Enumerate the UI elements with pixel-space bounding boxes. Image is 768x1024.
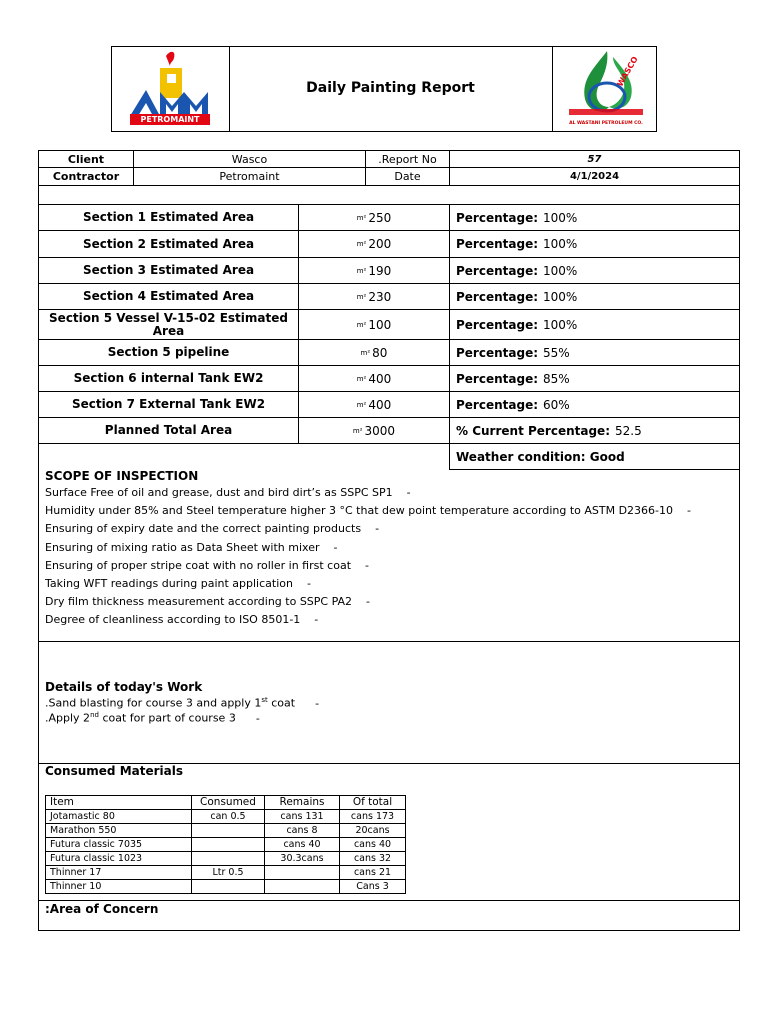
section-percentage: Percentage: 100% <box>449 283 740 310</box>
scope-item: Dry film thickness measurement according to SSPC PA2 - <box>45 595 371 609</box>
materials-cell: Futura classic 7035 <box>46 838 192 852</box>
work-line-1: .Sand blasting for course 3 and apply 1st coat - <box>45 696 320 710</box>
materials-cell <box>192 824 265 838</box>
petromaint-logo <box>120 50 220 130</box>
total-area: m² 3000 <box>298 417 450 444</box>
section-area: m² 230 <box>298 283 450 310</box>
section-label: Section 5 Vessel V-15-02 Estimated Area <box>38 309 299 340</box>
contractor-label: Contractor <box>38 167 134 186</box>
materials-cell: cans 21 <box>340 866 406 880</box>
materials-header-cell: Remains <box>265 796 340 810</box>
section-label: Section 1 Estimated Area <box>38 204 299 231</box>
materials-cell: 30.3cans <box>265 852 340 866</box>
table-row <box>46 824 406 838</box>
materials-cell: Ltr 0.5 <box>192 866 265 880</box>
section-area: m² 400 <box>298 391 450 418</box>
table-row <box>46 866 406 880</box>
scope-item: Ensuring of proper stripe coat with no roller in first coat - <box>45 558 369 572</box>
section-label: Section 5 pipeline <box>38 339 299 366</box>
section-area: m² 190 <box>298 257 450 284</box>
petromaint-logo-text: PETROMAINT <box>130 114 210 125</box>
wasco-logo-caption: AL WASTANI PETROLEUM CO. <box>569 121 643 126</box>
materials-cell: cans 40 <box>340 838 406 852</box>
materials-header-cell: Of total <box>340 796 406 810</box>
materials-cell: cans 8 <box>265 824 340 838</box>
materials-header-row <box>46 796 406 810</box>
table-row <box>46 880 406 894</box>
divider-scope <box>38 641 740 642</box>
scope-item: Ensuring of mixing ratio as Data Sheet with mixer - <box>45 540 338 554</box>
scope-item: Degree of cleanliness according to ISO 8501-1 - <box>45 613 319 627</box>
section-percentage: Percentage: 100% <box>449 309 740 340</box>
section-area: m² 250 <box>298 204 450 231</box>
wasco-logo <box>561 49 651 131</box>
section-area: m² 200 <box>298 230 450 258</box>
section-percentage: Percentage: 85% <box>449 365 740 392</box>
materials-cell: Jotamastic 80 <box>46 810 192 824</box>
section-area: m² 400 <box>298 365 450 392</box>
client-value: Wasco <box>133 150 366 168</box>
table-row <box>46 852 406 866</box>
materials-cell: Cans 3 <box>340 880 406 894</box>
materials-cell: can 0.5 <box>192 810 265 824</box>
contractor-value: Petromaint <box>133 167 366 186</box>
section-label: Section 6 internal Tank EW2 <box>38 365 299 392</box>
materials-cell <box>265 880 340 894</box>
total-percentage: % Current Percentage: 52.5 <box>449 417 740 444</box>
materials-cell: Thinner 10 <box>46 880 192 894</box>
table-row <box>46 810 406 824</box>
materials-cell <box>192 880 265 894</box>
weather-condition: Weather condition: Good <box>449 443 740 470</box>
materials-cell: Thinner 17 <box>46 866 192 880</box>
materials-cell: Futura classic 1023 <box>46 852 192 866</box>
header-divider-right <box>552 46 553 132</box>
report-no-value: 57 <box>449 150 740 168</box>
work-line-2: .Apply 2nd coat for part of course 3 - <box>45 711 260 725</box>
scope-item: Humidity under 85% and Steel temperature higher 3 °C that dew point temperature according to ASTM D2366-10 - <box>45 504 692 518</box>
section-label: Section 2 Estimated Area <box>38 230 299 258</box>
section-area: m² 100 <box>298 309 450 340</box>
area-of-concern: :Area of Concern <box>45 902 159 916</box>
materials-cell <box>265 866 340 880</box>
section-label: Section 4 Estimated Area <box>38 283 299 310</box>
section-percentage: Percentage: 55% <box>449 339 740 366</box>
materials-header-cell: Consumed <box>192 796 265 810</box>
materials-cell <box>192 838 265 852</box>
wasco-logo-text: WASCO <box>615 54 640 89</box>
scope-title: SCOPE OF INSPECTION <box>45 469 199 483</box>
materials-title: Consumed Materials <box>45 764 183 778</box>
materials-header-cell: Item <box>46 796 192 810</box>
total-label: Planned Total Area <box>38 417 299 444</box>
section-percentage: Percentage: 100% <box>449 204 740 231</box>
materials-cell: cans 131 <box>265 810 340 824</box>
divider-materials <box>38 900 740 901</box>
section-percentage: Percentage: 100% <box>449 257 740 284</box>
section-area: m² 80 <box>298 339 450 366</box>
materials-cell: 20cans <box>340 824 406 838</box>
section-percentage: Percentage: 60% <box>449 391 740 418</box>
scope-item: Surface Free of oil and grease, dust and bird dirt’s as SSPC SP1 - <box>45 486 411 499</box>
page-title: Daily Painting Report <box>306 80 475 96</box>
section-percentage: Percentage: 100% <box>449 230 740 258</box>
client-label: Client <box>38 150 134 168</box>
date-label: Date <box>365 167 450 186</box>
report-no-label: .Report No <box>365 150 450 168</box>
materials-table <box>45 795 406 894</box>
materials-cell: cans 173 <box>340 810 406 824</box>
scope-item: Taking WFT readings during paint application - <box>45 577 311 590</box>
table-row <box>46 838 406 852</box>
work-title: Details of today's Work <box>45 680 203 694</box>
materials-cell: cans 40 <box>265 838 340 852</box>
section-label: Section 3 Estimated Area <box>38 257 299 284</box>
date-value: 4/1/2024 <box>449 167 740 186</box>
section-label: Section 7 External Tank EW2 <box>38 391 299 418</box>
materials-cell: Marathon 550 <box>46 824 192 838</box>
materials-cell: cans 32 <box>340 852 406 866</box>
scope-item: Ensuring of expiry date and the correct painting products - <box>45 522 380 536</box>
materials-cell <box>192 852 265 866</box>
